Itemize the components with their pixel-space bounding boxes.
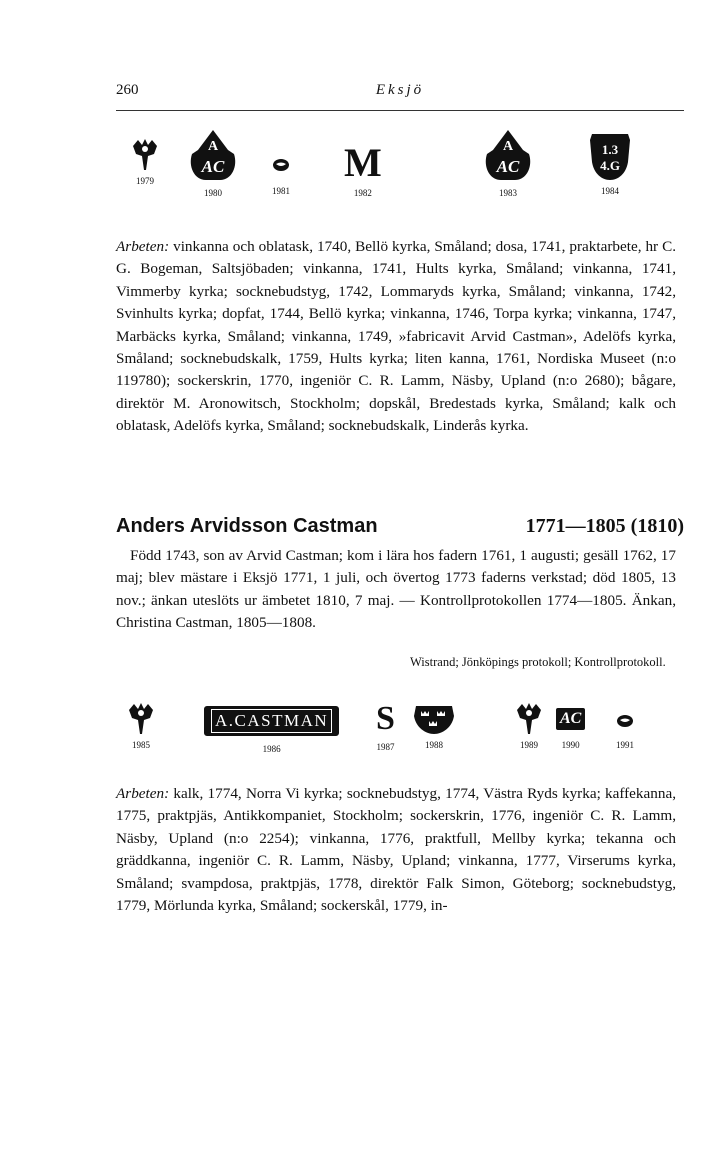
three-crowns-icon bbox=[412, 702, 456, 736]
hallmark-number: 1989 bbox=[520, 740, 538, 750]
hallmark-1990 bbox=[556, 708, 585, 750]
hallmark-number: 1988 bbox=[425, 740, 443, 750]
works-label: Arbeten: bbox=[116, 785, 170, 802]
hallmark-number: 1981 bbox=[272, 186, 290, 196]
hallmark-number: 1982 bbox=[353, 188, 372, 198]
page-header bbox=[116, 82, 684, 104]
works-paragraph-2 bbox=[116, 783, 676, 917]
name-stamp-icon bbox=[204, 706, 339, 736]
hallmark-1985 bbox=[126, 702, 156, 750]
hallmark-1987 bbox=[376, 700, 395, 752]
hallmark-number: 1979 bbox=[136, 176, 154, 186]
hallmark-number: 1991 bbox=[616, 740, 634, 750]
hallmark-number: 1980 bbox=[204, 188, 222, 198]
hallmark-1979 bbox=[130, 138, 160, 186]
hallmark-1982 bbox=[344, 142, 382, 198]
hallmark-1984 bbox=[588, 132, 632, 196]
running-title: Eksjö bbox=[375, 82, 425, 98]
ac-monogram-text: AC bbox=[560, 710, 582, 727]
crowned-tree-icon bbox=[126, 702, 156, 736]
hallmark-1983 bbox=[483, 128, 533, 198]
master-heading bbox=[116, 515, 684, 541]
page-number: 260 bbox=[116, 82, 139, 98]
svg-text:4.G: 4.G bbox=[600, 158, 620, 173]
master-name: Anders Arvidsson Castman bbox=[116, 515, 378, 537]
biography-paragraph bbox=[116, 545, 676, 635]
source-note: Wistrand; Jönköpings protokoll; Kontrollprotokoll. bbox=[410, 655, 666, 669]
works-text: vinkanna och oblatask, 1740, Bellö kyrka, Småland; dosa, 1741, praktarbete, hr C. G. Bogeman, Saltsjöbaden; vinkanna, 1741, Hults kyrka, Småland; vinkanna, 1741, Vimmerby kyrka; socknebudstyg, 1742, Lommaryds kyrka, Småland; vinkanna, 1742, Svinhults kyrka; dopfat, 1744, Bellö kyrka; vinkanna, 1746, Torpa kyrka; vinkanna, 1747, Marbäcks kyrka, Småland; vinkanna, 1749, »fabricavit Arvid Castman», Adelöfs kyrka, Småland; socknebudskalk, 1759, Hults kyrka; liten kanna, 1761, Nordiska Museet (n:o 119780); sockerskrin, 1770, ingeniör C. R. Lamm, Näsby, Upland (n:o 2680); bågare, direktör M. Aronowitsch, Stockholm; dopskål, Bredestads kyrka, Småland; kalk och oblatask, Adelöfs kyrka, Småland; socknebudskalk, Linderås kyrka. bbox=[116, 238, 676, 435]
header-rule bbox=[116, 110, 684, 111]
svg-text:A: A bbox=[502, 139, 514, 154]
ac-monogram-icon bbox=[556, 708, 585, 730]
hallmark-number: 1990 bbox=[561, 740, 580, 750]
biography-text: Född 1743, son av Arvid Castman; kom i lära hos fadern 1761, 1 augusti; gesäll 1762, 17 maj; blev mästare i Eksjö 1771, 1 juli, och övertog 1773 faderns verkstad; död 1805, 13 nov.; änkan uteslöts ur ämbetet 1810, 7 maj. — Kontrollprotokollen 1774—1805. Änkan, Christina Castman, 1805—1808. bbox=[116, 547, 676, 632]
hallmark-1991 bbox=[616, 714, 634, 750]
small-oval-icon bbox=[616, 714, 634, 728]
letter-s-icon: S bbox=[376, 700, 395, 737]
hallmarks-row-1 bbox=[116, 128, 684, 218]
hallmark-number: 1985 bbox=[132, 740, 150, 750]
hallmark-number: 1987 bbox=[376, 742, 395, 752]
hallmark-number: 1986 bbox=[262, 744, 281, 754]
master-years: 1771—1805 (1810) bbox=[525, 515, 684, 537]
hallmark-1980 bbox=[188, 128, 238, 198]
letter-m-icon: M bbox=[344, 140, 382, 185]
svg-text:A: A bbox=[207, 139, 219, 154]
crowned-tree-icon bbox=[514, 702, 544, 736]
date-letter-shield-icon bbox=[588, 132, 632, 182]
name-stamp-text: A.CASTMAN bbox=[211, 709, 332, 733]
hallmark-number: 1983 bbox=[499, 188, 517, 198]
a-over-ac-shield-icon bbox=[483, 128, 533, 184]
hallmark-number: 1984 bbox=[601, 186, 619, 196]
hallmark-1986 bbox=[204, 706, 339, 754]
works-label: Arbeten: bbox=[116, 238, 170, 255]
hallmarks-row-2 bbox=[116, 700, 684, 770]
hallmark-1989 bbox=[514, 702, 544, 750]
crowned-tree-icon bbox=[130, 138, 160, 172]
hallmark-1988 bbox=[412, 702, 456, 750]
small-oval-icon bbox=[272, 158, 290, 172]
works-text: kalk, 1774, Norra Vi kyrka; socknebudstyg, 1774, Västra Ryds kyrka; kaffekanna, 1775, praktpjäs, Antikkompaniet, Stockholm; sockerskrin, 1776, ingeniör C. R. Lamm, Näsby, Upland (n:o 2254); vinkanna, 1776, praktfull, Mellby kyrka; tekanna och gräddkanna, ingeniör C. R. Lamm, Näsby, Upland; vinkanna, 1777, Virserums kyrka, Småland; svampdosa, praktpjäs, 1778, direktör Falk Simon, Göteborg; socknebudstyg, 1779, Mörlunda kyrka, Småland; sockerskål, 1779, in- bbox=[116, 785, 676, 915]
works-paragraph-1 bbox=[116, 236, 676, 438]
a-over-ac-shield-icon bbox=[188, 128, 238, 184]
svg-text:AC: AC bbox=[496, 157, 520, 176]
svg-text:AC: AC bbox=[201, 157, 225, 176]
svg-text:1.3: 1.3 bbox=[601, 142, 619, 157]
hallmark-1981 bbox=[272, 158, 290, 196]
